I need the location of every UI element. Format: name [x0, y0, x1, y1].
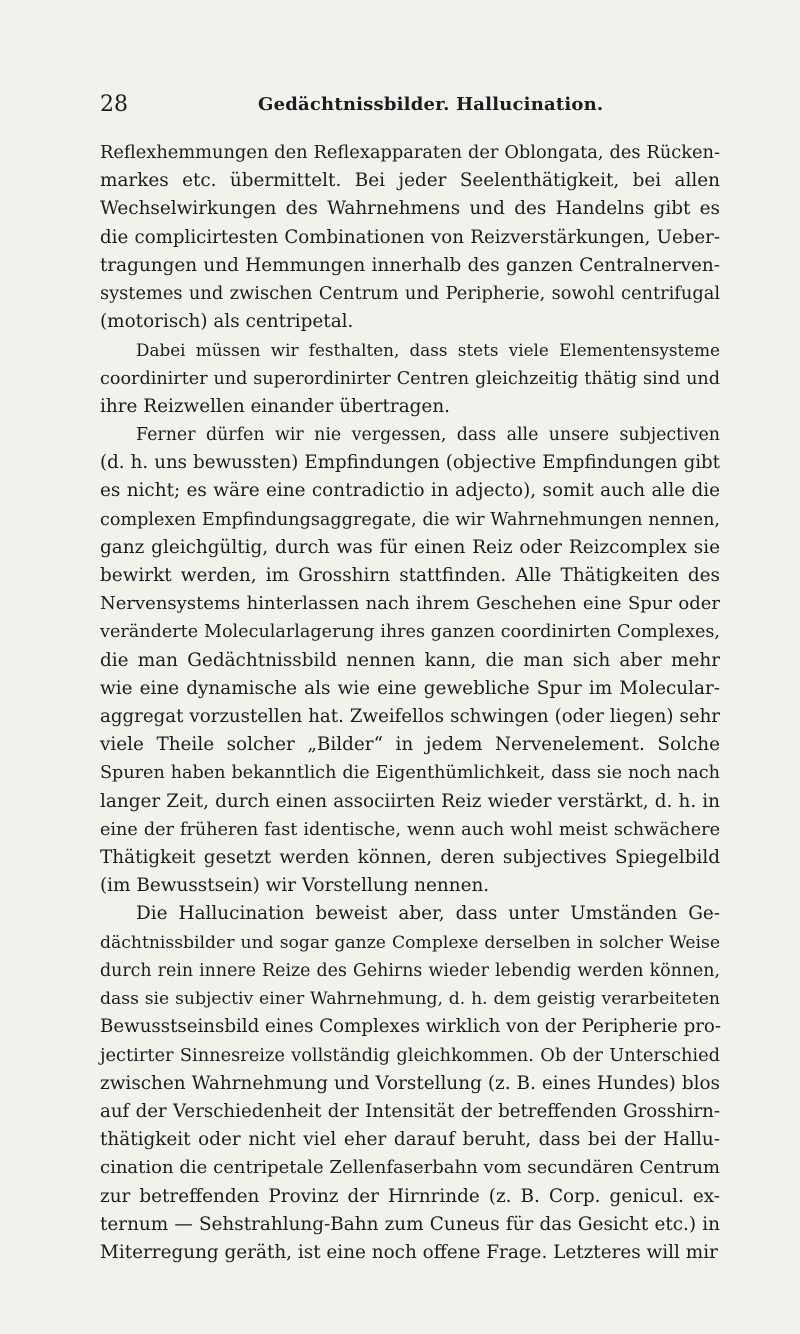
text-line: Dabei müssen wir festhalten, dass stets viele Elementensysteme	[136, 340, 720, 361]
text-line: viele Theile solcher „Bilder“ in jedem Nervenelement. Solche	[100, 734, 720, 756]
text-line: cination die centripetale Zellenfaserbahn vom secundären Centrum	[100, 1157, 720, 1179]
running-head: Gedächtnissbilder. Hallucination.	[258, 94, 604, 115]
text-line: zur betreffenden Provinz der Hirnrinde (z. B. Corp. genicul. ex-	[100, 1185, 720, 1207]
text-line: (d. h. uns bewussten) Empfindungen (objective Empfindungen gibt	[100, 452, 720, 474]
text-line: (im Bewusstsein) wir Vorstellung nennen.	[100, 875, 490, 897]
paragraph	[100, 336, 720, 421]
paragraph	[100, 421, 720, 900]
text-line: thätigkeit oder nicht viel eher darauf beruht, dass bei der Hallu-	[100, 1129, 720, 1151]
page-number: 28	[100, 92, 128, 117]
text-line: Bewusstseinsbild eines Complexes wirklich von der Peripherie pro-	[100, 1016, 722, 1038]
text-line: (motorisch) als centripetal.	[100, 311, 354, 333]
text-line: Reflexhemmungen den Reflexapparaten der Oblongata, des Rücken-	[100, 142, 720, 163]
text-line: Nervensystems hinterlassen nach ihrem Geschehen eine Spur oder	[100, 593, 720, 615]
text-line: Thätigkeit gesetzt werden können, deren subjectives Spiegelbild	[100, 847, 720, 869]
text-line: ihre Reizwellen einander übertragen.	[100, 395, 451, 417]
text-line: Ferner dürfen wir nie vergessen, dass alle unsere subjectiven	[136, 425, 720, 446]
text-line: jectirter Sinnesreize vollständig gleichkommen. Ob der Unterschied	[100, 1044, 720, 1066]
text-line: tragungen und Hemmungen innerhalb des ganzen Centralnerven-	[100, 254, 720, 276]
text-line: dass sie subjectiv einer Wahrnehmung, d. h. dem geistig verarbeiteten	[100, 989, 720, 1010]
text-line: veränderte Molecularlagerung ihres ganzen coordinirten Complexes,	[100, 622, 720, 643]
text-line: die man Gedächtnissbild nennen kann, die man sich aber mehr	[100, 649, 720, 671]
text-line: markes etc. übermittelt. Bei jeder Seelenthätigkeit, bei allen	[100, 170, 720, 192]
text-line: ganz gleichgültig, durch was für einen Reiz oder Reizcomplex sie	[100, 536, 720, 558]
text-line: Miterregung geräth, ist eine noch offene Frage. Letzteres will mir	[100, 1241, 718, 1263]
text-line: Die Hallucination beweist aber, dass unter Umständen Ge-	[136, 903, 720, 925]
text-line: eine der früheren fast identische, wenn auch wohl meist schwächere	[100, 819, 720, 840]
text-line: ternum — Sehstrahlung-Bahn zum Cuneus für das Gesicht etc.) in	[100, 1213, 720, 1235]
text-line: die complicirtesten Combinationen von Reizverstärkungen, Ueber-	[100, 226, 720, 248]
body-text	[100, 139, 720, 1267]
text-line: durch rein innere Reize des Gehirns wieder lebendig werden können,	[100, 960, 720, 981]
text-line: coordinirter und superordinirter Centren gleichzeitig thätig sind und	[100, 368, 720, 389]
text-line: Wechselwirkungen des Wahrnehmens und des Handelns gibt es	[100, 198, 720, 220]
text-line: Spuren haben bekanntlich die Eigenthümlichkeit, dass sie noch nach	[100, 763, 720, 784]
text-line: systemes und zwischen Centrum und Peripherie, sowohl centrifugal	[100, 283, 720, 305]
text-line: dächtnissbilder und sogar ganze Complexe derselben in solcher Weise	[100, 932, 720, 953]
text-line: zwischen Wahrnehmung und Vorstellung (z. B. eines Hundes) blos	[100, 1072, 720, 1094]
text-line: complexen Empfindungsaggregate, die wir Wahrnehmungen nennen,	[100, 509, 720, 530]
text-line: wie eine dynamische als wie eine gewebliche Spur im Molecular-	[100, 677, 720, 699]
text-line: es nicht; es wäre eine contradictio in adjecto), somit auch alle die	[100, 480, 720, 502]
paragraph	[100, 139, 720, 336]
text-line: auf der Verschiedenheit der Intensität der betreffenden Grosshirn-	[100, 1100, 720, 1122]
text-line: langer Zeit, durch einen associirten Reiz wieder verstärkt, d. h. in	[100, 790, 720, 812]
text-line: aggregat vorzustellen hat. Zweifellos schwingen (oder liegen) sehr	[100, 706, 720, 728]
paragraph	[100, 900, 720, 1267]
page-header	[100, 92, 720, 122]
text-line: bewirkt werden, im Grosshirn stattfinden. Alle Thätigkeiten des	[100, 565, 720, 587]
